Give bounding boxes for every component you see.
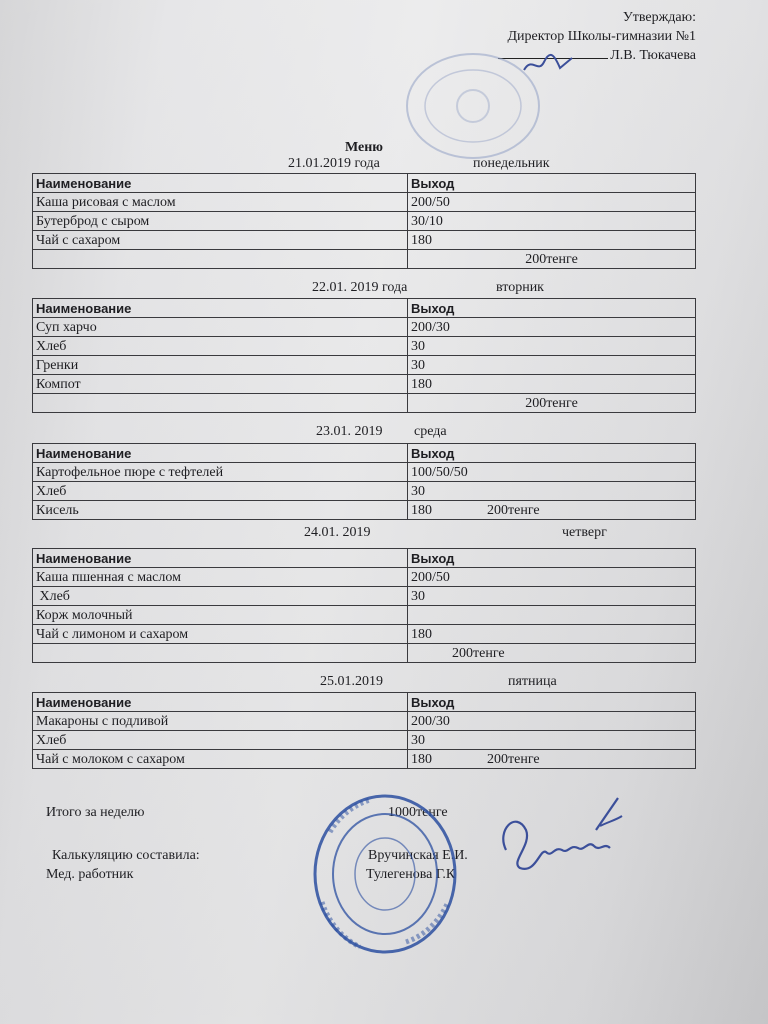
- table-row: [33, 356, 696, 375]
- price-row: [33, 394, 696, 413]
- dish-name: Хлеб: [33, 731, 408, 750]
- dish-output: 180: [408, 231, 696, 250]
- week-total-label: Итого за неделю: [46, 805, 145, 820]
- table-row: [33, 587, 696, 606]
- day-date: 24.01. 2019: [304, 525, 371, 540]
- table-row: [33, 501, 696, 520]
- dish-output: [408, 606, 696, 625]
- header-output: Выход: [408, 693, 696, 712]
- day-weekday: четверг: [562, 525, 607, 540]
- dish-name: Каша пшенная с маслом: [33, 568, 408, 587]
- day-header: [288, 156, 550, 172]
- menu-table: [32, 692, 696, 769]
- table-row: [33, 212, 696, 231]
- dish-name: Чай с лимоном и сахаром: [33, 625, 408, 644]
- day-price: 200тенге: [408, 644, 696, 663]
- approval-name: Л.В. Тюкачева: [610, 48, 696, 63]
- day-weekday: вторник: [496, 280, 544, 295]
- day-date: 23.01. 2019: [316, 424, 383, 439]
- dish-name: Корж молочный: [33, 606, 408, 625]
- table-row: [33, 731, 696, 750]
- dish-output: 200/50: [408, 193, 696, 212]
- calc-signature: [496, 790, 636, 880]
- day-price: 200тенге: [487, 503, 540, 518]
- day-date: 25.01.2019: [320, 674, 383, 689]
- dish-name: Чай с молоком с сахаром: [33, 750, 408, 769]
- menu-table: [32, 443, 696, 520]
- dish-name: Гренки: [33, 356, 408, 375]
- day-price: 200тенге: [408, 250, 696, 269]
- dish-output: 30: [408, 731, 696, 750]
- calc-label: Калькуляцию составила:: [52, 848, 200, 863]
- dish-name: Компот: [33, 375, 408, 394]
- med-name: Тулегенова Г.К: [366, 867, 456, 882]
- day-date: 22.01. 2019 года: [312, 280, 408, 295]
- table-header-row: [33, 174, 696, 193]
- page-title: Меню: [345, 140, 384, 155]
- dish-name: Хлеб: [33, 482, 408, 501]
- table-header-row: [33, 693, 696, 712]
- week-total-value: 1000тенге: [388, 805, 448, 820]
- price-row: [33, 644, 696, 663]
- header-output: Выход: [408, 299, 696, 318]
- header-output: Выход: [408, 549, 696, 568]
- table-header-row: [33, 299, 696, 318]
- table-row: [33, 463, 696, 482]
- dish-name: Хлеб: [33, 587, 408, 606]
- dish-output: 180: [408, 625, 696, 644]
- price-row: [33, 250, 696, 269]
- day-header: [304, 525, 607, 541]
- day-price: 200тенге: [408, 394, 696, 413]
- calc-name: Вручинская Е.И.: [368, 848, 468, 863]
- med-label: Мед. работник: [46, 867, 134, 882]
- header-name: Наименование: [33, 299, 408, 318]
- dish-output: 30: [408, 337, 696, 356]
- dish-output: 30: [408, 356, 696, 375]
- day-date: 21.01.2019 года: [288, 156, 380, 171]
- dish-output: 100/50/50: [408, 463, 696, 482]
- table-row: [33, 712, 696, 731]
- day-header: [320, 674, 557, 690]
- header-output: Выход: [408, 174, 696, 193]
- day-weekday: среда: [414, 424, 447, 439]
- table-row: [33, 568, 696, 587]
- day-price: 200тенге: [487, 752, 540, 767]
- day-weekday: пятница: [508, 674, 557, 689]
- dish-output-with-price: [408, 501, 696, 520]
- table-row: [33, 750, 696, 769]
- dish-output: 200/30: [408, 712, 696, 731]
- table-row: [33, 318, 696, 337]
- table-header-row: [33, 444, 696, 463]
- table-row: [33, 625, 696, 644]
- dish-name: Каша рисовая с маслом: [33, 193, 408, 212]
- table-row: [33, 193, 696, 212]
- header-output: Выход: [408, 444, 696, 463]
- header-name: Наименование: [33, 549, 408, 568]
- header-name: Наименование: [33, 174, 408, 193]
- dish-output: 30: [408, 482, 696, 501]
- dish-output: 200/50: [408, 568, 696, 587]
- dish-name: Хлеб: [33, 337, 408, 356]
- header-name: Наименование: [33, 444, 408, 463]
- table-row: [33, 231, 696, 250]
- dish-name: Чай с сахаром: [33, 231, 408, 250]
- dish-name: Кисель: [33, 501, 408, 520]
- header-name: Наименование: [33, 693, 408, 712]
- dish-output-with-price: [408, 750, 696, 769]
- menu-table: [32, 173, 696, 269]
- dish-output: 30/10: [408, 212, 696, 231]
- school-stamp: [310, 792, 460, 957]
- day-header: [316, 424, 447, 440]
- dish-output: 180: [411, 752, 432, 767]
- table-row: [33, 606, 696, 625]
- dish-name: Макароны с подливой: [33, 712, 408, 731]
- day-header: [312, 280, 544, 296]
- dish-output: 180: [411, 503, 432, 518]
- dish-name: Картофельное пюре с тефтелей: [33, 463, 408, 482]
- dish-output: 180: [408, 375, 696, 394]
- table-row: [33, 337, 696, 356]
- table-header-row: [33, 549, 696, 568]
- approval-position: Директор Школы-гимназии №1: [507, 29, 696, 44]
- dish-output: 200/30: [408, 318, 696, 337]
- dish-name: Суп харчо: [33, 318, 408, 337]
- approval-title: Утверждаю:: [622, 10, 696, 25]
- table-row: [33, 375, 696, 394]
- table-row: [33, 482, 696, 501]
- dish-name: Бутерброд с сыром: [33, 212, 408, 231]
- day-weekday: понедельник: [473, 156, 550, 171]
- menu-table: [32, 548, 696, 663]
- dish-output: 30: [408, 587, 696, 606]
- menu-table: [32, 298, 696, 413]
- director-signature: [520, 52, 580, 78]
